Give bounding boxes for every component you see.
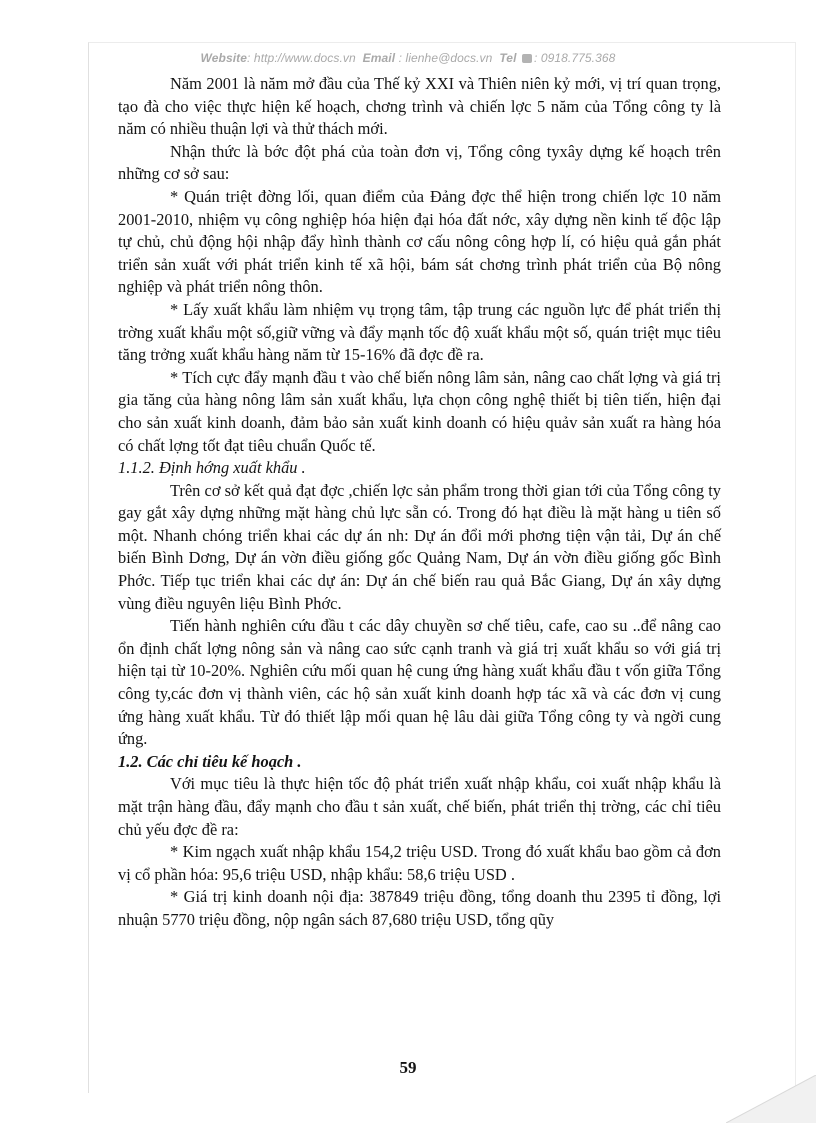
paragraph: * Kim ngạch xuất nhập khẩu 154,2 triệu USD. Trong đó xuất khẩu bao gồm cả đơn vị cổ phần hóa: 95,6 triệu USD, nhập khẩu: 58,6 triệu USD .: [118, 842, 721, 884]
tel-label: Tel: [499, 51, 517, 65]
paragraph: Với mục tiêu là thực hiện tốc độ phát triển xuất nhập khẩu, coi xuất nhập khẩu là mặt trận hàng đầu, đẩy mạnh cho đầu t sản xuất, chế biến, phát triển thị trờng, các chỉ tiêu chủ yếu đợc đề ra:: [118, 774, 721, 839]
website-value: : http://www.docs.vn: [247, 51, 356, 65]
paragraph: * Lấy xuất khẩu làm nhiệm vụ trọng tâm, tập trung các nguồn lực để phát triển thị trờng xuất khẩu một số,giữ vững và đẩy mạnh tốc độ xuất khẩu một số, quán triệt mục tiêu tăng trởng xuất khẩu hàng năm từ 15-16% đã đợc đề ra.: [118, 299, 721, 365]
tel-value: : 0918.775.368: [533, 51, 616, 65]
phone-icon: [522, 54, 532, 63]
email-value: : lienhe@docs.vn: [398, 51, 493, 65]
paragraph: * Tích cực đẩy mạnh đầu t vào chế biến nông lâm sản, nâng cao chất lợng và giá trị gia tăng của hàng nông lâm sản xuất khẩu, lựa chọn công nghệ thiết bị tiên tiến, hiện đại cho sản xuất kinh doanh, đảm bảo sản xuất kinh doanh có hiệu quảv sản xuất ra hàng hóa có chất lợng tốt đạt tiêu chuẩn Quốc tế.: [118, 367, 721, 455]
section-heading: 1.1.2. Định hớng xuất khẩu .: [118, 458, 306, 478]
paragraph: Năm 2001 là năm mở đầu của Thế kỷ XXI và Thiên niên kỷ mới, vị trí quan trọng, tạo đà cho việc thực hiện kế hoạch, chơng trình và chiến lợc 5 năm của Tổng công ty là năm có nhiều thuận lợi và thử thách mới.: [118, 74, 721, 139]
page-header: [0, 51, 816, 65]
section-heading: 1.2. Các chỉ tiêu kế hoạch .: [118, 751, 302, 771]
paragraph: Tiến hành nghiên cứu đầu t các dây chuyền sơ chế tiêu, cafe, cao su ..để nâng cao ổn định chất lợng nông sản và nâng cao sức cạnh tranh và giá trị xuất khẩu so với giá trị hiện tại từ 10-20%. Nghiên cứu mối quan hệ cung ứng hàng xuất khẩu đầu t vốn giữa Tổng công ty,các đơn vị thành viên, các hộ sản xuất kinh doanh hợp tác xã và các đơn vị cung ứng hàng xuất khẩu. Từ đó thiết lập mối quan hệ lâu dài giữa Tổng công ty và ngời cung ứng.: [118, 616, 721, 749]
email-label: Email: [362, 51, 396, 65]
paragraph: Trên cơ sở kết quả đạt đợc ,chiến lợc sản phẩm trong thời gian tới của Tổng công ty gay gắt xây dựng những mặt hàng chủ lực sẵn có. Trong đó hạt điều là mặt hàng u tiên số một. Nhanh chóng triển khai các dự án nh: Dự án đổi mới phơng tiện vận tải, Dự án chế biến Bình Dơng, Dự án vờn điều giống gốc Quảng Nam, Dự án vờn điều giống gốc Bình Phớc. Tiếp tục triển khai các dự án: Dự án chế biến rau quả Bắc Giang, Dự án xây dựng vùng điều nguyên liệu Bình Phớc.: [118, 480, 721, 613]
page-curl-decoration: [726, 1075, 816, 1123]
paragraph: Nhận thức là bớc đột phá của toàn đơn vị, Tổng công tyxây dựng kế hoạch trên những cơ sở sau:: [118, 141, 721, 184]
document-body: [118, 73, 721, 932]
website-label: Website: [200, 51, 248, 65]
paragraph: * Quán triệt đờng lối, quan điểm của Đảng đợc thể hiện trong chiến lợc 10 năm 2001-2010, nhiệm vụ công nghiệp hóa hiện đại hóa đất nớc, xây dựng nền kinh tế độc lập tự chủ, chủ động hội nhập đẩy hình thành cơ cấu nông công hợp lí, có hiệu quả gắn phát triển sản xuất với phát triển kinh tế xã hội, bám sát chơng trình phát triển của Bộ nông nghiệp và phát triển nông thôn.: [118, 186, 721, 297]
page-number: 59: [399, 1058, 417, 1077]
paragraph: * Giá trị kinh doanh nội địa: 387849 triệu đồng, tổng doanh thu 2395 tỉ đồng, lợi nhuận 5770 triệu đồng, nộp ngân sách 87,680 triệu USD, tổng qũy: [118, 887, 721, 929]
